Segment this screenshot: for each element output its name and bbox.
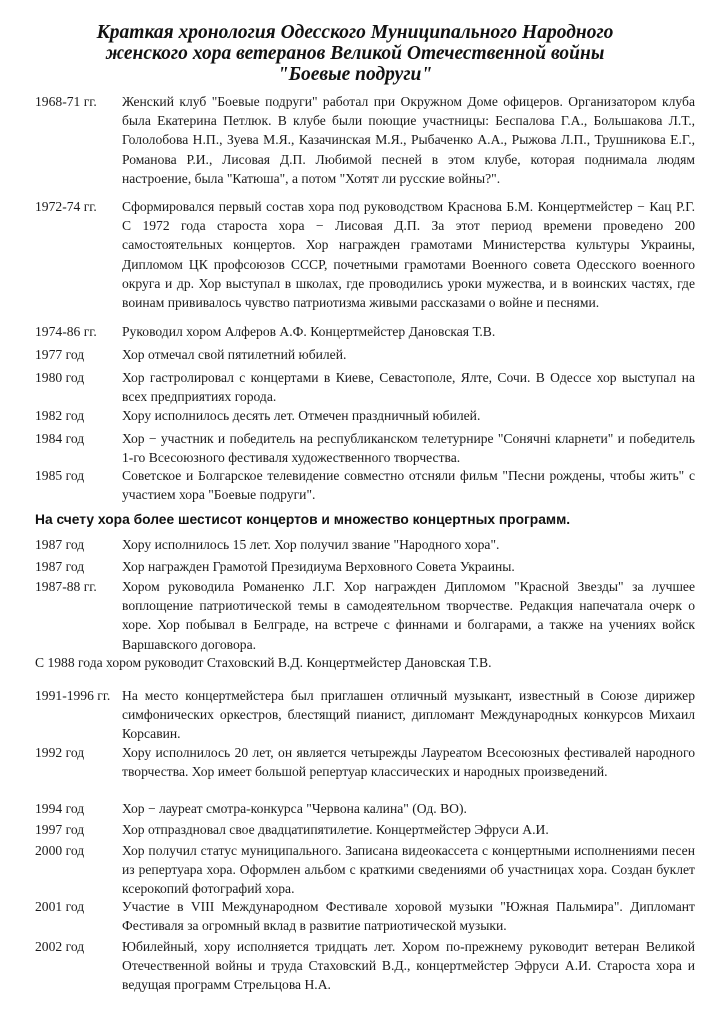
chronology-entry — [35, 841, 695, 899]
title-line: "Боевые подруги" — [277, 64, 433, 85]
entry-text: Хор получил статус муниципального. Записана видеокассета с концертными исполнениями песен из репертуара хора. Оформлен альбом с краткими сведениями об участницах хора. Создан буклет ксерокопий фотографий хора. — [122, 843, 695, 897]
entry-date: 1982 год — [35, 408, 85, 423]
chronology-entry — [35, 92, 695, 188]
chronology-entry — [35, 322, 695, 341]
entry-text: Хору исполнилось 15 лет. Хор получил звание "Народного хора". — [122, 537, 500, 552]
chronology-entry — [35, 937, 695, 995]
document-title — [30, 22, 680, 85]
entry-date: 1997 год — [35, 822, 85, 837]
entry-date: 1987-88 гг. — [35, 579, 97, 594]
entry-text: Руководил хором Алферов А.Ф. Концертмейстер Дановская Т.В. — [122, 324, 496, 339]
entry-date: 1994 год — [35, 801, 85, 816]
entry-text: Советское и Болгарское телевидение совместно отсняли фильм "Песни рождены, чтобы жить" с участием хора "Боевые подруги". — [122, 468, 695, 503]
chronology-entry — [35, 345, 695, 364]
chronology-entry — [35, 799, 695, 818]
entry-date: 1991-1996 гг. — [35, 688, 111, 703]
entry-date: 1987 год — [35, 559, 85, 574]
entry-text: Хору исполнилось 20 лет, он является четырежды Лауреатом Всесоюзных фестивалей народного творчества. Хор имеет большой репертуар классических и народных произведений. — [122, 745, 695, 780]
entry-date: 1984 год — [35, 431, 85, 446]
director-statement: С 1988 года хором руководит Стаховский В.Д. Концертмейстер Дановская Т.В. — [35, 655, 492, 670]
chronology-entry — [35, 743, 695, 781]
entry-text: Женский клуб "Боевые подруги" работал при Окружном Доме офицеров. Организатором клуба была Екатерина Петлюк. В клубе были поющие участницы: Беспалова Г.А., Большакова Л.Т., Гололобова Н.П., Зуева М.Я., Казачинская М.Я., Рыбаченко А.А., Рыжова Л.П., Трушникова Е.Г., Романова Р.И., Лисовая Д.П. Любимой песней в этом клубе, которая поднимала людям настроение, была "Катюша", а потом "Хотят ли русские войны?". — [122, 94, 695, 186]
entry-text: Хор отпраздновал свое двадцатипятилетие. Концертмейстер Эфруси А.И. — [122, 822, 549, 837]
chronology-entry — [35, 557, 695, 576]
entry-date: 1968-71 гг. — [35, 94, 97, 109]
entry-text: Сформировался первый состав хора под руководством Краснова Б.М. Концертмейстер − Кац Р.Г. С 1972 года староста хора − Лисовая Д.П. За этот период времени проведено 200 самостоятельных концертов. Хор награжден грамотами Министерства культуры Украины, Дипломом ЦК профсоюзов СССР, почетными грамотами Военного совета Одесского военного округа и др. Хор выступал в школах, где проводились уроки мужества, и в воинских частях, где воинам прививалось чувство патриотизма живыми рассказами о войне и песнями. — [122, 199, 695, 311]
entry-text: Хором руководила Романенко Л.Г. Хор награжден Дипломом "Красной Звезды" за лучшее воплощение патриотической темы в самодеятельном творчестве. Редакция напечатала очерк о хоре. Хор побывал в Белграде, на встрече с финнами и болгарами, а также на учениях войск Варшавского договора. — [122, 579, 695, 652]
entry-text: Хор гастролировал с концертами в Киеве, Севастополе, Ялте, Сочи. В Одессе хор выступал на всех предприятиях города. — [122, 370, 695, 405]
entry-date: 1974-86 гг. — [35, 324, 97, 339]
entry-text: Хор − участник и победитель на республиканском телетурнире "Сонячні кларнети" и победитель 1-го Всесоюзного фестиваля художественного творчества. — [122, 431, 695, 466]
entry-date: 2000 год — [35, 843, 85, 858]
entry-text: Юбилейный, хору исполняется тридцать лет. Хором по-прежнему руководит ветеран Великой Отечественной войны и труда Стаховский В.Д., концертмейстер Эфруси А.И. Староста хора и ведущая программ Стрельцова Н.А. — [122, 939, 695, 993]
chronology-entry — [35, 897, 695, 935]
entry-date: 1980 год — [35, 370, 85, 385]
entry-date: 1985 год — [35, 468, 85, 483]
chronology-entry — [35, 535, 695, 554]
entry-date: 1987 год — [35, 537, 85, 552]
entry-text: Хор − лауреат смотра-конкурса "Червона калина" (Од. ВО). — [122, 801, 467, 816]
entry-text: Хору исполнилось десять лет. Отмечен праздничный юбилей. — [122, 408, 481, 423]
highlight-statement: На счету хора более шестисот концертов и множество концертных программ. — [35, 512, 571, 527]
chronology-entry — [35, 429, 695, 467]
entry-date: 1977 год — [35, 347, 85, 362]
entry-text: Хор награжден Грамотой Президиума Верховного Совета Украины. — [122, 559, 515, 574]
entry-date: 1972-74 гг. — [35, 199, 97, 214]
entry-date: 1992 год — [35, 745, 85, 760]
chronology-entry — [35, 406, 695, 425]
chronology-entry — [35, 820, 695, 839]
chronology-entry — [35, 577, 695, 654]
chronology-entry — [35, 197, 695, 312]
entry-text: На место концертмейстера был приглашен отличный музыкант, известный в Союзе дирижер симфонических оркестров, блестящий пианист, дипломант Международных конкурсов Михаил Корсавин. — [122, 688, 695, 742]
chronology-entry — [35, 686, 695, 744]
entry-date: 2002 год — [35, 939, 85, 954]
entry-text: Хор отмечал свой пятилетний юбилей. — [122, 347, 347, 362]
title-line: женского хора ветеранов Великой Отечественной войны — [105, 43, 605, 64]
entry-date: 2001 год — [35, 899, 85, 914]
chronology-entry — [35, 466, 695, 504]
chronology-entry — [35, 368, 695, 406]
entry-text: Участие в VIII Международном Фестивале хоровой музыки "Южная Пальмира". Дипломант Фестиваля за огромный вклад в развитие патриотической музыки. — [122, 899, 695, 934]
title-line: Краткая хронология Одесского Муниципального Народного — [96, 22, 614, 43]
